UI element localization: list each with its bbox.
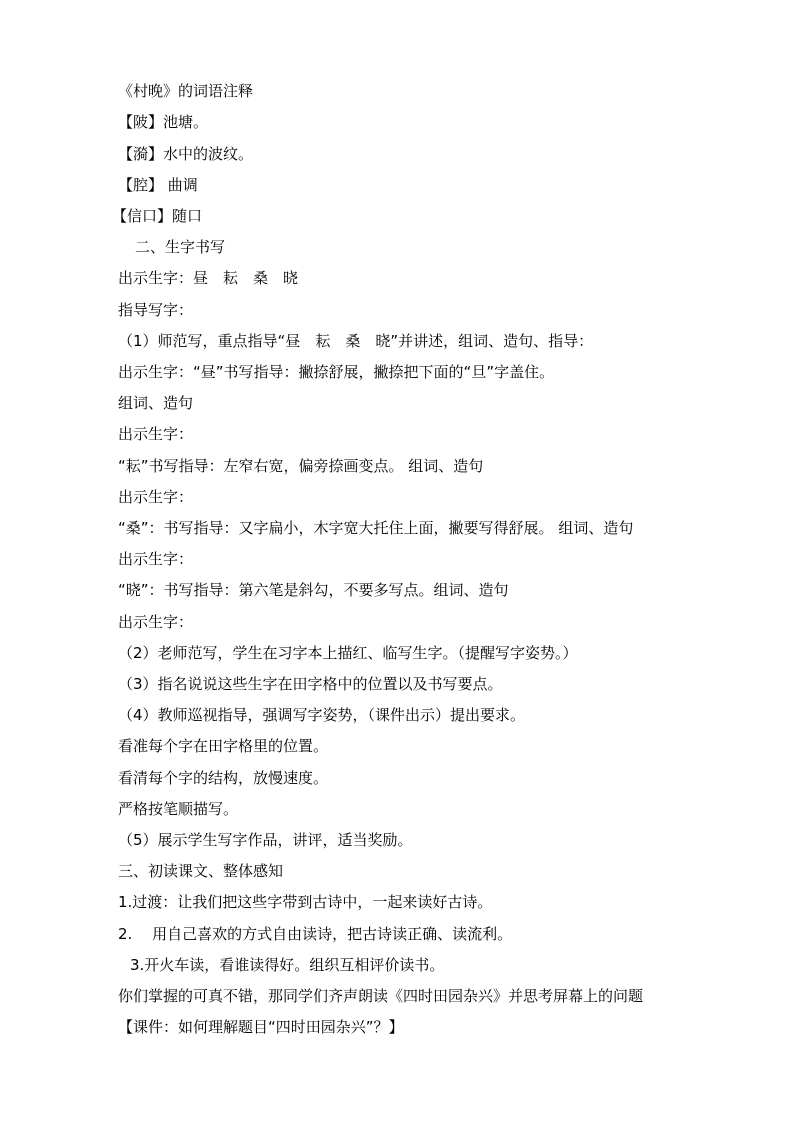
doc-line-1: 《村晚》的词语注释 — [118, 82, 254, 100]
doc-line-28: 2. 用自己喜欢的方式自由读诗，把古诗读正确、读流利。 — [118, 925, 513, 943]
doc-line-20: （3）指名说说这些生字在田字格中的位置以及书写要点。 — [118, 675, 503, 693]
doc-line-13: “耘”书写指导：左窄右宽，偏旁捺画变点。 组词、造句 — [118, 457, 484, 475]
doc-line-26: 三、初读课文、整体感知 — [118, 862, 284, 880]
doc-line-3: 【漪】水中的波纹。 — [118, 145, 254, 163]
doc-line-9: （1）师范写，重点指导“昼 耘 桑 晓”并讲述，组词、造句、指导： — [118, 332, 594, 350]
doc-line-12: 出示生字： — [118, 425, 194, 443]
doc-line-11: 组词、造句 — [118, 394, 194, 412]
doc-line-30: 你们掌握的可真不错，那同学们齐声朗读《四时田园杂兴》并思考屏幕上的问题 — [118, 987, 644, 1005]
doc-line-18: 出示生字： — [118, 613, 194, 631]
doc-line-7: 出示生字：昼 耘 桑 晓 — [118, 269, 299, 287]
doc-line-23: 看清每个字的结构，放慢速度。 — [118, 769, 329, 787]
doc-line-14: 出示生字： — [118, 488, 194, 506]
doc-line-22: 看准每个字在田字格里的位置。 — [118, 737, 329, 755]
doc-line-2: 【陂】池塘。 — [118, 113, 209, 131]
doc-line-8: 指导写字： — [118, 301, 194, 319]
doc-line-27: 1.过渡：让我们把这些字带到古诗中，一起来读好古诗。 — [118, 893, 493, 911]
doc-line-25: （5）展示学生写字作品，讲评，适当奖励。 — [118, 831, 413, 849]
doc-line-19: （2）老师范写，学生在习字本上描红、临写生字。（提醒写字姿势。） — [118, 644, 578, 662]
doc-line-5: 【信口】随口 — [112, 207, 203, 225]
doc-line-16: 出示生字： — [118, 550, 194, 568]
doc-line-29: 3.开火车读，看谁读得好。组织互相评价读书。 — [130, 956, 445, 974]
doc-line-21: （4）教师巡视指导，强调写字姿势，（课件出示）提出要求。 — [118, 706, 526, 724]
doc-line-15: “桑”：书写指导：又字扁小，木字宽大托住上面，撇要写得舒展。 组词、造句 — [118, 519, 634, 537]
doc-line-10: 出示生字：“昼”书写指导：撇捺舒展，撇捺把下面的“旦”字盖住。 — [118, 363, 555, 381]
doc-line-24: 严格按笔顺描写。 — [118, 800, 239, 818]
doc-line-6: 二、生字书写 — [135, 238, 226, 256]
doc-line-4: 【腔】 曲调 — [118, 176, 198, 194]
doc-line-31: 【课件：如何理解题目“四时田园杂兴”？】 — [118, 1018, 404, 1036]
doc-line-17: “晓”：书写指导：第六笔是斜勾，不要多写点。组词、造句 — [118, 581, 509, 599]
